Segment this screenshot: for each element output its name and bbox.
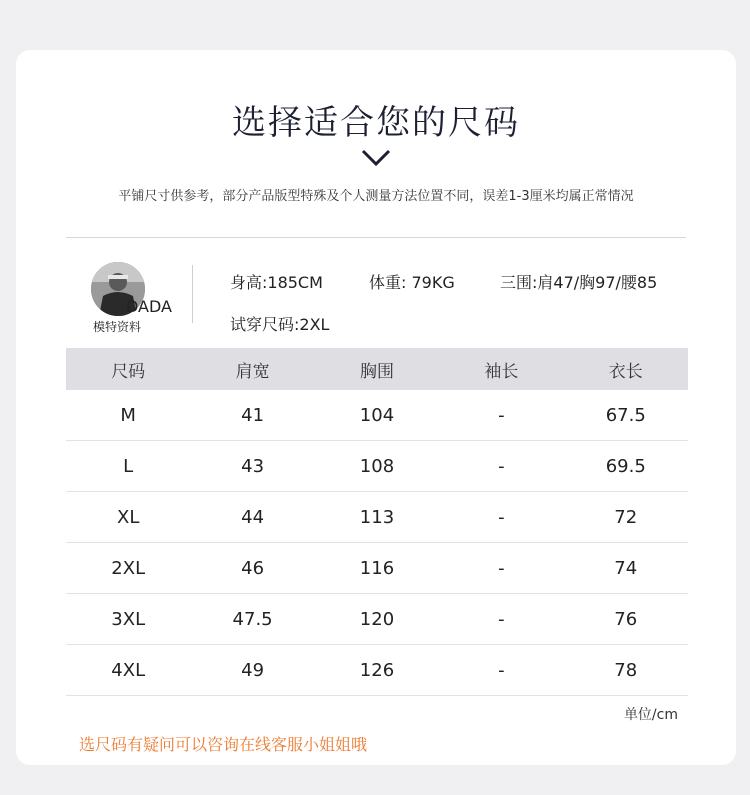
cell-chest: 113 (359, 506, 395, 528)
cell-length: 76 (614, 608, 638, 630)
page-title: 选择适合您的尺码 (232, 103, 520, 143)
cell-size: 4XL (111, 659, 146, 681)
cell-size: XL (117, 506, 140, 528)
customer-service-note: 选尺码有疑问可以咨询在线客服小姐姐哦 (79, 735, 368, 754)
cell-chest: 120 (359, 608, 395, 630)
table-row (66, 492, 688, 543)
cell-size: L (123, 455, 134, 477)
cell-length: 67.5 (605, 404, 646, 426)
cell-size: 2XL (111, 557, 146, 579)
cell-chest: 116 (359, 557, 395, 579)
header-sleeve: 袖长 (484, 361, 519, 382)
table-row (66, 645, 688, 696)
model-label: 模特资料 (93, 320, 142, 334)
model-tried-size: 试穿尺码:2XL (230, 315, 330, 334)
cell-sleeve: - (498, 659, 505, 681)
size-table (66, 348, 688, 696)
header-chest: 胸围 (359, 361, 394, 382)
cell-length: 74 (614, 557, 638, 579)
table-header-row (66, 348, 688, 390)
table-row (66, 390, 688, 441)
cell-length: 72 (614, 506, 638, 528)
vertical-divider (192, 265, 193, 323)
cell-sleeve: - (498, 608, 505, 630)
cell-chest: 108 (359, 455, 395, 477)
cell-size: M (120, 404, 136, 426)
cell-length: 78 (614, 659, 638, 681)
model-measurements: 三围:肩47/胸97/腰85 (500, 273, 658, 292)
cell-sleeve: - (498, 404, 505, 426)
header-length: 衣长 (608, 361, 643, 382)
table-row (66, 543, 688, 594)
model-height: 身高:185CM (230, 273, 323, 292)
header-shoulder: 肩宽 (235, 361, 270, 382)
cell-shoulder: 43 (241, 455, 265, 477)
cell-sleeve: - (498, 506, 505, 528)
cell-chest: 104 (359, 404, 395, 426)
chevron-down-icon (360, 148, 392, 168)
cell-shoulder: 49 (241, 659, 265, 681)
cell-size: 3XL (111, 608, 146, 630)
cell-shoulder: 47.5 (232, 608, 273, 630)
divider (66, 237, 686, 238)
table-row (66, 441, 688, 492)
model-name: DADA (126, 297, 172, 316)
header-size: 尺码 (111, 361, 146, 382)
cell-sleeve: - (498, 455, 505, 477)
cell-chest: 126 (359, 659, 395, 681)
size-guide-card (16, 50, 736, 765)
table-row (66, 594, 688, 645)
cell-length: 69.5 (605, 455, 646, 477)
unit-label: 单位/cm (623, 707, 678, 723)
model-weight: 体重: 79KG (369, 273, 455, 292)
size-disclaimer: 平铺尺寸供参考，部分产品版型特殊及个人测量方法位置不同，误差1-3厘米均属正常情况 (118, 189, 634, 204)
cell-shoulder: 44 (241, 506, 265, 528)
cell-shoulder: 41 (241, 404, 265, 426)
cell-sleeve: - (498, 557, 505, 579)
cell-shoulder: 46 (241, 557, 265, 579)
